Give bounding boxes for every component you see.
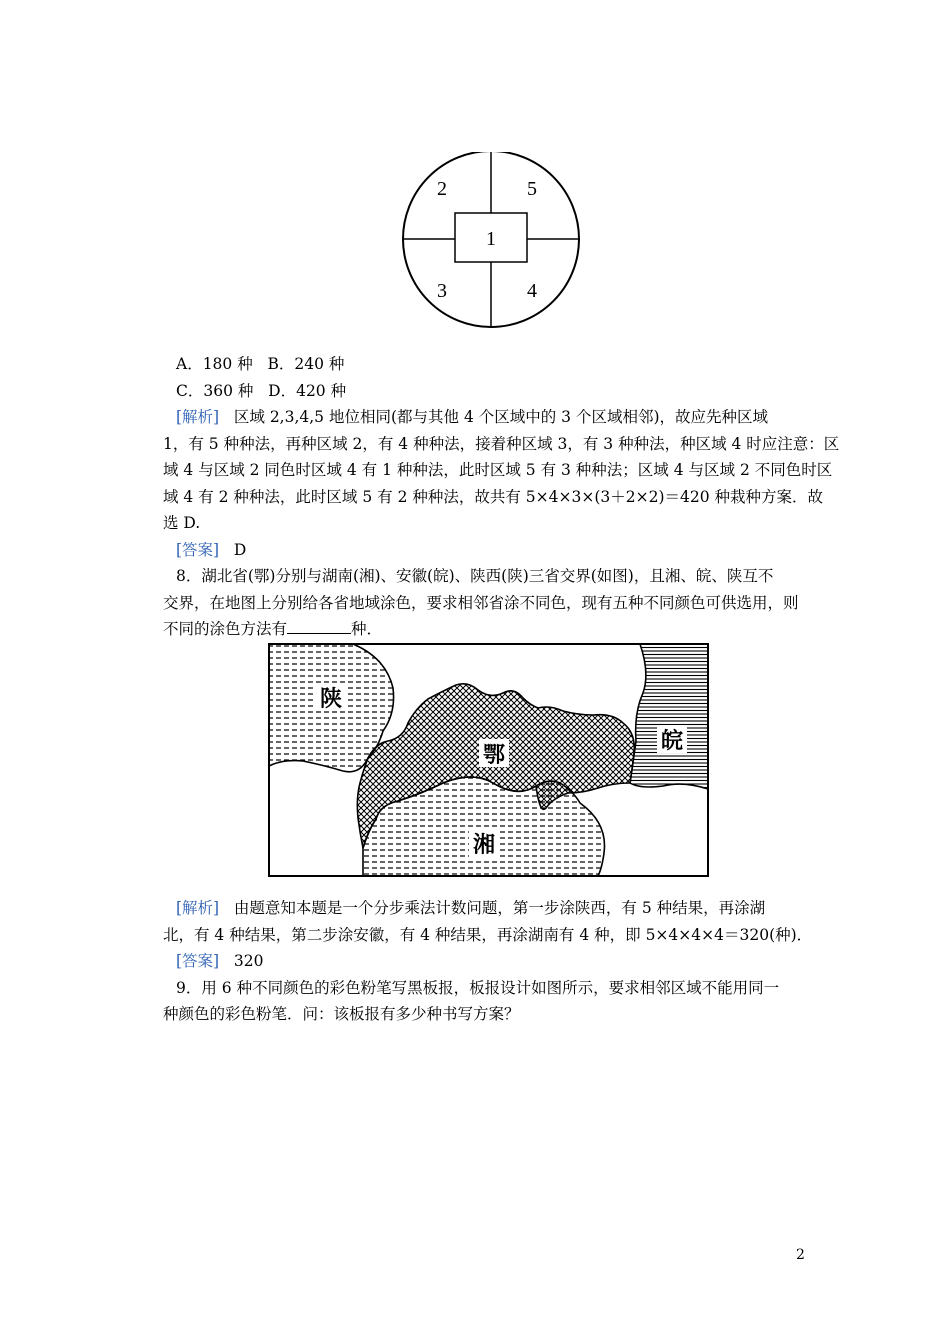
map-label-hunan: 湘 — [472, 833, 496, 858]
answer-tag: [答案] — [176, 952, 220, 970]
q8-answer-line — [176, 950, 263, 972]
q9-line-1: 9．用 6 种不同颜色的彩色粉笔写黑板报，板报设计如图所示，要求相邻区域不能用同一 — [176, 979, 780, 997]
q7-analysis-line-3: 域 4 与区域 2 同色时区域 4 有 1 种种法，此时区域 5 有 3 种种法；区域 4 与区域 2 不同色时区 — [163, 461, 833, 479]
option-d: D．420 种 — [268, 382, 347, 400]
option-b: B．240 种 — [267, 355, 345, 373]
answer-tag: [答案] — [176, 541, 220, 559]
analysis-tag: [解析] — [176, 408, 220, 426]
q7-analysis-line-5: 选 D. — [163, 514, 201, 532]
map-label-anhui: 皖 — [660, 729, 684, 754]
q8-line-3-before: 不同的涂色方法有 — [163, 620, 288, 638]
q8-answer: 320 — [233, 952, 264, 970]
region-label-4: 4 — [527, 280, 537, 302]
region-label-1: 1 — [486, 228, 496, 250]
q8-line-3 — [163, 618, 382, 640]
page-number: 2 — [796, 1247, 805, 1263]
q8-line-3-after: 种． — [351, 620, 383, 638]
option-a: A．180 种 — [176, 355, 253, 373]
q8-analysis-line-2: 北，有 4 种结果，第二步涂安徽，有 4 种结果，再涂湖南有 4 种，即 5×4×4×4＝320(种)． — [163, 926, 813, 944]
circle-region-diagram — [400, 152, 586, 334]
analysis-tag: [解析] — [176, 899, 220, 917]
q7-analysis-text-1: 区域 2,3,4,5 地位相同(都与其他 4 个区域中的 3 个区域相邻)，故应先种区域 — [233, 408, 768, 426]
q8-line-1: 8．湖北省(鄂)分别与湖南(湘)、安徽(皖)、陕西(陕)三省交界(如图)，且湘、皖、陕互不 — [176, 567, 774, 585]
option-a-b — [176, 353, 344, 375]
q7-analysis-line-4: 域 4 有 2 种种法，此时区域 5 有 2 种种法，故共有 5×4×3×(3＋2×2)＝420 种栽种方案．故 — [163, 488, 824, 506]
q7-analysis-line-1 — [176, 406, 768, 428]
region-label-5: 5 — [527, 178, 537, 200]
answer-blank — [287, 619, 351, 634]
option-c: C．360 种 — [176, 382, 254, 400]
option-c-d — [176, 380, 346, 402]
province-map — [268, 643, 710, 877]
q7-analysis-line-2: 1，有 5 种种法，再种区域 2，有 4 种种法，接着种区域 3，有 3 种种法，种区域 4 时应注意：区 — [163, 435, 840, 453]
map-label-hubei: 鄂 — [482, 743, 506, 768]
region-label-3: 3 — [437, 280, 447, 302]
q7-answer: D — [233, 541, 247, 559]
q8-analysis-text-1: 由题意知本题是一个分步乘法计数问题，第一步涂陕西，有 5 种结果，再涂湖 — [233, 899, 766, 917]
map-label-shaanxi: 陕 — [319, 687, 343, 712]
region-label-2: 2 — [437, 178, 447, 200]
q7-answer-line — [176, 539, 246, 561]
q9-line-2: 种颜色的彩色粉笔．问：该板报有多少种书写方案？ — [163, 1005, 520, 1023]
q8-analysis-line-1 — [176, 897, 765, 919]
q8-line-2: 交界，在地图上分别给各省地域涂色，要求相邻省涂不同色，现有五种不同颜色可供选用，则 — [163, 594, 799, 612]
